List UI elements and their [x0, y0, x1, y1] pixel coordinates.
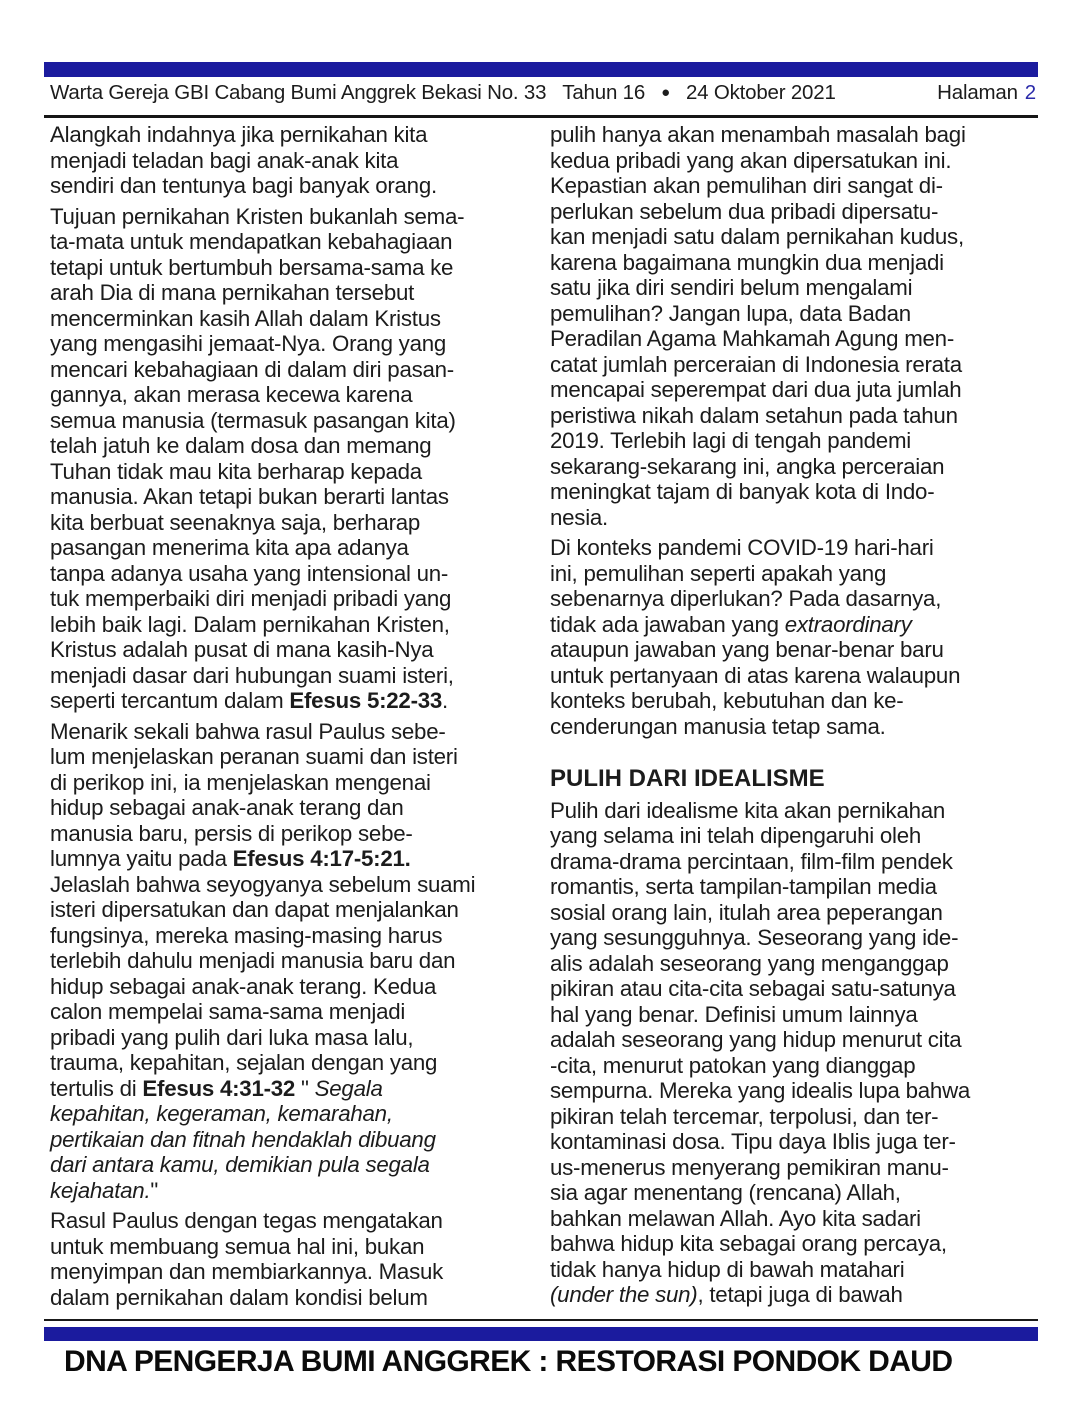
text-line: mencerminkan kasih Allah dalam Kristus [50, 305, 441, 331]
left-column [50, 122, 533, 1315]
page-number-group [937, 81, 1036, 105]
text-line: romantis, serta tampilan-tampilan media [550, 874, 937, 899]
text-line: pasangan menerima kita apa adanya [50, 535, 409, 560]
text-line: kepahitan, kegeraman, kemarahan, [50, 1101, 393, 1126]
text-line: peristiwa nikah dalam setahun pada tahun [550, 402, 958, 428]
text-line: dari antara kamu, demikian pula segala [50, 1152, 430, 1177]
text-line: bahkan melawan Allah. Ayo kita sadari [550, 1205, 921, 1231]
text-line: pemulihan? Jangan lupa, data Badan [550, 300, 911, 326]
text-line: kejahatan." [50, 1177, 159, 1203]
text-line: kedua pribadi yang akan dipersatukan ini. [550, 147, 952, 173]
text-line: Rasul Paulus dengan tegas mengatakan [50, 1208, 443, 1233]
text-line: yang mengasihi jemaat-Nya. Orang yang [50, 331, 447, 356]
text-line: alis adalah seseorang yang menganggap [550, 950, 949, 976]
text-line: yang selama ini telah dipengaruhi oleh [550, 823, 922, 848]
text-line: perlukan sebelum dua pribadi dipersatu- [550, 198, 939, 224]
text-line: calon mempelai sama-sama menjadi [50, 999, 406, 1024]
text-line: adalah seseorang yang hidup menurut cita [550, 1027, 962, 1052]
text-line: gannya, akan merasa kecewa karena [50, 382, 413, 407]
footer-slogan: DNA PENGERJA BUMI ANGGREK : RESTORASI PONDOK DAUD [64, 1345, 953, 1378]
text-line: tuk memperbaiki diri menjadi pribadi yang [50, 586, 452, 611]
text-line: Jelaslah bahwa seyogyanya sebelum suami [50, 871, 476, 897]
top-accent-bar [44, 62, 1038, 77]
text-line: manusia baru, persis di perikop sebe- [50, 820, 413, 846]
text-line: catat jumlah perceraian di Indonesia rerata [550, 351, 962, 377]
footer-divider [44, 1319, 1038, 1321]
bullet-separator-icon: ● [661, 84, 670, 101]
paragraph [550, 798, 1038, 1308]
text-line: di perikop ini, ia menjelaskan mengenai [50, 769, 431, 795]
text-line: satu jika diri sendiri belum mengalami [550, 275, 913, 300]
text-line: Alangkah indahnya jika pernikahan kita [50, 122, 428, 147]
text-line: mencari kebahagiaan di dalam diri pasan- [50, 356, 454, 382]
text-line: kontaminasi dosa. Tipu daya Iblis juga ter- [550, 1129, 956, 1154]
text-line: terlebih dahulu menjadi manusia baru dan [50, 948, 456, 973]
text-line: Peradilan Agama Mahkamah Agung men- [550, 326, 954, 351]
text-line: tanpa adanya usaha yang intensional un- [50, 560, 449, 586]
text-line: Kristus adalah pusat di mana kasih-Nya [50, 637, 434, 662]
text-line: untuk pertanyaan di atas karena walaupun [550, 662, 961, 688]
text-line: 2019. Terlebih lagi di tengah pandemi [550, 428, 911, 453]
right-column [550, 122, 1038, 1315]
text-line: untuk membuang semua hal ini, bukan [50, 1233, 425, 1259]
text-line: pikiran telah tercemar, terpolusi, dan ter- [550, 1103, 939, 1129]
text-line: bahwa hidup kita sebagai orang percaya, [550, 1231, 947, 1256]
text-line: Di konteks pandemi COVID-19 hari-hari [550, 535, 934, 560]
text-line: karena bagaimana mungkin dua menjadi [550, 249, 944, 275]
article-body [50, 122, 1038, 1315]
text-line: Pulih dari idealisme kita akan pernikahan [550, 797, 946, 823]
text-line: tetapi untuk bertumbuh bersama-sama ke [50, 254, 454, 280]
text-line: yang sesungguhnya. Seseorang yang ide- [550, 925, 959, 950]
text-line: arah Dia di mana pernikahan tersebut [50, 280, 415, 305]
text-line: dalam pernikahan dalam kondisi belum [50, 1284, 428, 1310]
text-line: (under the sun), tetapi juga di bawah [550, 1282, 903, 1307]
text-line: tertulis di Efesus 4:31-32 " Segala [50, 1075, 383, 1101]
text-line: drama-drama percintaan, film-film pendek [550, 848, 953, 874]
text-line: menjadi teladan bagi anak-anak kita [50, 147, 399, 173]
text-line: pertikaian dan fitnah hendaklah dibuang [50, 1126, 436, 1152]
text-line: trauma, kepahitan, sejalan dengan yang [50, 1050, 438, 1075]
text-line: ataupun jawaban yang benar-benar baru [550, 637, 944, 662]
paragraph [550, 535, 1038, 739]
page-number-value: 2 [1024, 81, 1036, 104]
text-line: -cita, menurut patokan yang dianggap [550, 1052, 916, 1078]
section-heading [550, 766, 1038, 792]
text-line: us-menerus menyerang pemikiran manu- [550, 1154, 949, 1180]
edition-label: Tahun 16 [562, 81, 646, 104]
text-line: menjadi dasar dari hubungan suami isteri, [50, 662, 454, 688]
paragraph [50, 1208, 533, 1310]
text-line: lebih baik lagi. Dalam pernikahan Kristen, [50, 611, 450, 637]
text-line: sebenarnya diperlukan? Pada dasarnya, [550, 586, 942, 611]
text-line: pikiran atau cita-cita sebagai satu-satunya [550, 976, 956, 1001]
text-line: hidup sebagai anak-anak terang dan [50, 795, 404, 820]
text-line: sosial orang lain, itulah area peperangan [550, 899, 943, 925]
text-line: nesia. [550, 504, 608, 530]
text-line: Menarik sekali bahwa rasul Paulus sebe- [50, 718, 446, 744]
header-left-group [50, 81, 852, 105]
page-header [50, 81, 1036, 105]
text-line: kita berbuat seenaknya saja, berharap [50, 509, 421, 535]
text-line: lumnya yaitu pada Efesus 4:17-5:21. [50, 846, 411, 871]
text-line: tidak ada jawaban yang extraordinary [550, 611, 912, 637]
text-line: cenderungan manusia tetap sama. [550, 713, 886, 739]
text-line: telah jatuh ke dalam dosa dan memang [50, 433, 432, 458]
text-line: sia agar menentang (rencana) Allah, [550, 1180, 901, 1205]
text-line: fungsinya, mereka masing-masing harus [50, 922, 443, 948]
paragraph [50, 719, 533, 1204]
text-line: sendiri dan tentunya bagi banyak orang. [50, 173, 437, 198]
text-line: menyimpan dan membiarkannya. Masuk [50, 1259, 444, 1284]
text-line: konteks berubah, kebutuhan dan ke- [550, 688, 904, 713]
paragraph [50, 122, 533, 199]
text-line: sekarang-sekarang ini, angka perceraian [550, 453, 945, 479]
header-divider [44, 115, 1038, 118]
text-line: seperti tercantum dalam Efesus 5:22-33. [50, 688, 448, 713]
newsletter-title: Warta Gereja GBI Cabang Bumi Anggrek Bekasi No. 33 [50, 81, 547, 104]
text-line: pulih hanya akan menambah masalah bagi [550, 122, 966, 147]
text-line: ta-mata untuk mendapatkan kebahagiaan [50, 229, 453, 254]
text-line: meningkat tajam di banyak kota di Indo- [550, 479, 935, 504]
text-line: isteri dipersatukan dan dapat menjalankan [50, 897, 459, 922]
text-line: tidak hanya hidup di bawah matahari [550, 1256, 905, 1282]
text-line: Tujuan pernikahan Kristen bukanlah sema- [50, 203, 465, 229]
text-line: PULIH DARI IDEALISME [550, 765, 825, 792]
text-line: semua manusia (termasuk pasangan kita) [50, 407, 456, 433]
text-line: hal yang benar. Definisi umum lainnya [550, 1001, 918, 1027]
text-line: ini, pemulihan seperti apakah yang [550, 560, 887, 586]
text-line: manusia. Akan tetapi bukan berarti lantas [50, 484, 449, 509]
text-line: pribadi yang pulih dari luka masa lalu, [50, 1024, 414, 1050]
text-line: Tuhan tidak mau kita berharap kepada [50, 458, 422, 484]
text-line: sempurna. Mereka yang idealis lupa bahwa [550, 1078, 971, 1103]
issue-date: 24 Oktober 2021 [685, 81, 836, 104]
text-line: Kepastian akan pemulihan diri sangat di- [550, 173, 943, 198]
text-line: hidup sebagai anak-anak terang. Kedua [50, 973, 437, 999]
paragraph [550, 122, 1038, 530]
text-line: lum menjelaskan peranan suami dan isteri [50, 744, 458, 769]
text-line: mencapai seperempat dari dua juta jumlah [550, 377, 962, 402]
paragraph [50, 204, 533, 714]
text-line: kan menjadi satu dalam pernikahan kudus, [550, 224, 964, 249]
page-number-label: Halaman [937, 81, 1018, 104]
bottom-accent-bar [44, 1327, 1038, 1341]
